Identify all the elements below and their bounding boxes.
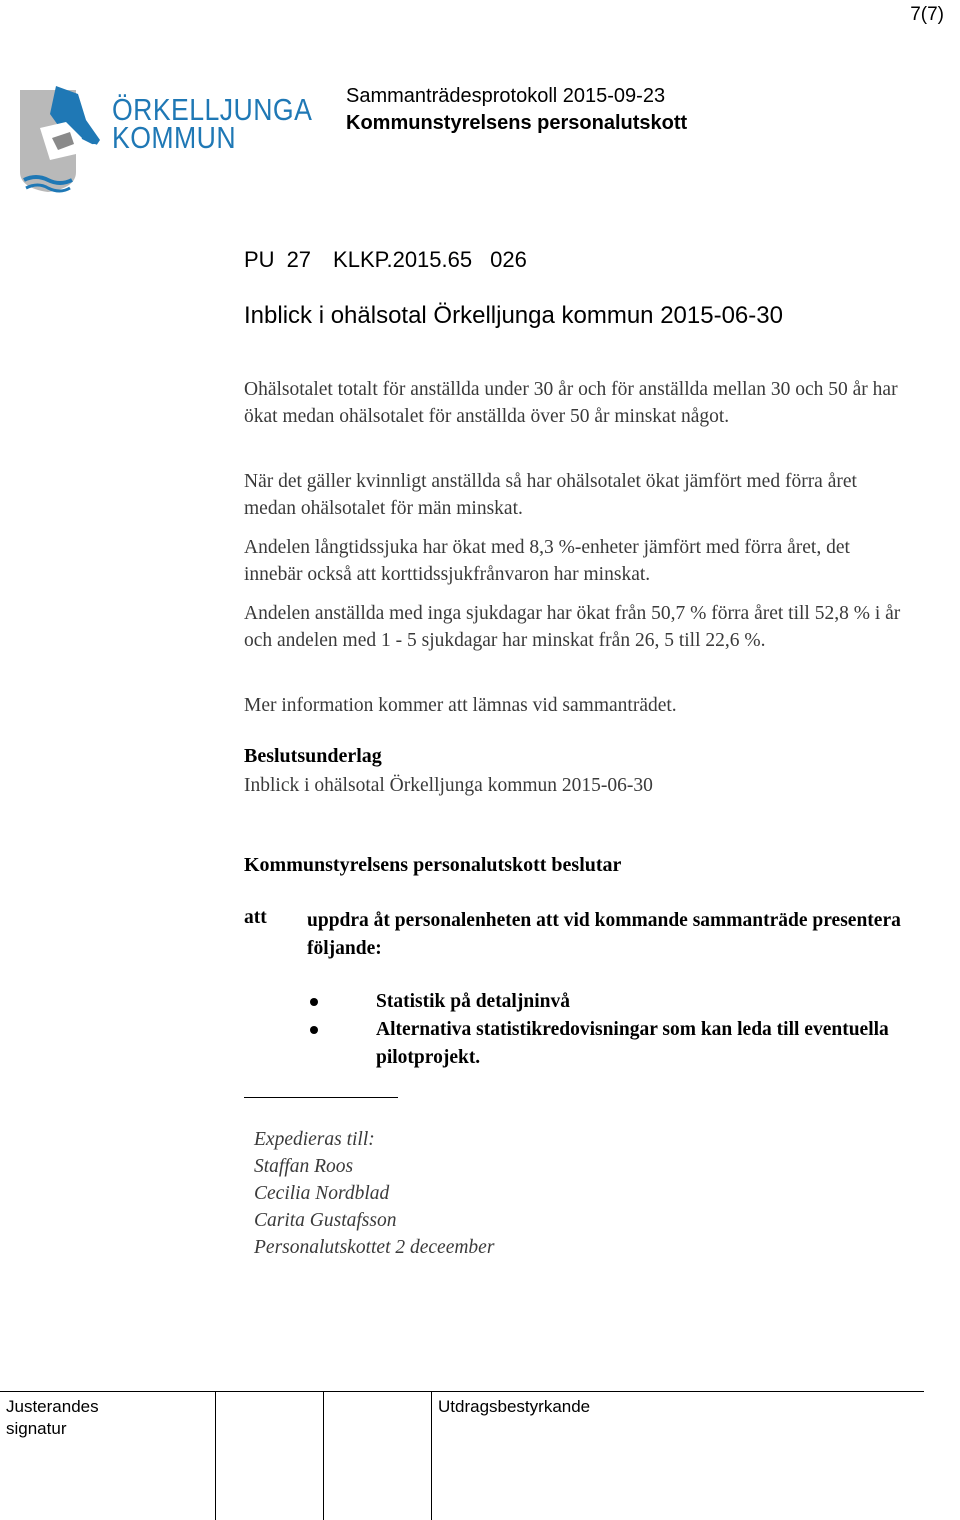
dispatch-heading: Expedieras till: [254,1129,375,1150]
list-item [306,988,906,1016]
decision-heading: Kommunstyrelsens personalutskott beslutar [244,854,622,876]
decision-att-label: att [244,907,267,928]
body-paragraph-2: När det gäller kvinnligt anställda så har ohälsotalet ökat jämfört med förra året medan ohälsotalet för män minskat. [244,471,857,519]
bullet-icon [310,1026,318,1034]
ref-doc-number: 026 [490,247,527,272]
footer-divider [323,1391,324,1520]
paragraph-reference [244,247,527,273]
dispatch-recipient: Personalutskottet 2 deceember [254,1237,495,1258]
ref-paragraph-number: 27 [286,247,312,272]
decision-text: uppdra åt personalenheten att vid kommande sammanträde presentera följande: [307,910,901,959]
footer-top-rule [0,1391,924,1392]
basis-heading: Beslutsunderlag [244,745,382,767]
certification-label: Utdragsbestyrkande [438,1397,591,1416]
committee-name: Kommunstyrelsens personalutskott [346,112,688,134]
decision-bullet-list [306,988,906,1072]
logo-wordmark-line2: KOMMUN [112,120,237,155]
municipality-logo [16,84,313,194]
protocol-title: Sammanträdesprotokoll 2015-09-23 [346,85,666,107]
dispatch-recipient: Staffan Roos [254,1156,354,1177]
dispatch-recipient: Carita Gustafsson [254,1210,397,1231]
basis-document: Inblick i ohälsotal Örkelljunga kommun 2015-06-30 [244,775,653,796]
dispatch-recipient: Cecilia Nordblad [254,1183,390,1204]
ref-prefix: PU [244,247,275,272]
subject-title: Inblick i ohälsotal Örkelljunga kommun 2015-06-30 [244,302,783,329]
body-paragraph-1: Ohälsotalet totalt för anställda under 30 år och för anställda mellan 30 och 50 år har ökat medan ohälsotalet för anställda över 50 år minskat något. [244,379,898,427]
logo-wordmark-line1: ÖRKELLJUNGA [112,92,313,127]
body-paragraph-5: Mer information kommer att lämnas vid sammanträdet. [244,695,677,716]
page-number: 7(7) [910,4,944,25]
list-item [306,1016,906,1072]
ref-case-number: KLKP.2015.65 [333,247,473,272]
signature-label-line2: signatur [6,1419,67,1438]
dispatch-list [254,1126,494,1261]
signature-footer [0,1391,924,1520]
list-item-text: Alternativa statistikredovisningar som kan leda till eventuella pilotprojekt. [376,1019,889,1068]
footer-divider [215,1391,216,1520]
signature-label-line1: Justerandes [6,1397,99,1416]
separator-line [244,1097,398,1098]
list-item-text: Statistik på detaljninvå [376,991,570,1012]
footer-divider [431,1391,432,1520]
signature-label [6,1396,99,1440]
body-paragraph-3: Andelen långtidssjuka har ökat med 8,3 %-enheter jämfört med förra året, det innebär också att korttidssjukfrånvaron har minskat. [244,537,850,585]
body-paragraph-4: Andelen anställda med inga sjukdagar har ökat från 50,7 % förra året till 52,8 % i år och andelen med 1 - 5 sjukdagar har minskat från 26, 5 till 22,6 %. [244,603,901,651]
municipal-bell-crest-icon [16,84,112,194]
bullet-icon [310,998,318,1006]
